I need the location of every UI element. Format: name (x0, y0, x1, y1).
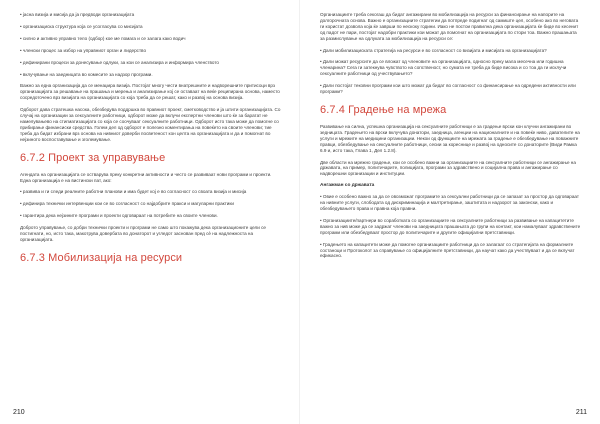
list-item: • Организациите/партнери во соработката со организациите на сексуалните работници за развивање на капацитетите важно за нив може да се задржат членови на заедницата прашањата до групи на контакт, кои намалуваат здравствените програми или обезбедуваат простор до политичарите и другите официјални претставници. (320, 217, 581, 235)
list-item: • јасна визија и мисија да ја предводи организацијата (20, 12, 135, 17)
left-column (20, 12, 282, 272)
paragraph-vision: Важно за една организација да се менаџира визија. Постојат многу чести внатрешните и надворешните притисоци врз организацијата за решавање на прашања и мерења и анализирање кој се оставаат на веќе реципирана основа, наместо сосредоточено врз визијата на организацијата со која треба да се решат, како и развој на основа визија. (20, 83, 280, 101)
paragraph-board: Одборот дава стратешка насока, обезбедува поддршка во правниот проект, сметководство и ја штити организацијата. Со случај на организации за сексуалните работници, одборот може да вклучи експертни членови што ќе за баратат не намелувањево на стигматизацијата со која се соочуваат сексуалните работници. Одборот исто така може да помогне со прибирање финансиски средства. Голем дел од одборот е полезно коментирања на повеќето на своите членови; тие треба да бидат избрани врз основа на нивниот доверби посветеност кон целта на организацијата и да и помогнат во нејзиното воспоставување и зголемување. (20, 107, 281, 142)
list-item: • Градењето на капацитети може да помогне организациите работници да се залагаат со стратегијата на формалните состаноци и Протоколот за справување со официјалните претставници, да научат како да учествуваат и да се вклучат ефикасно. (320, 241, 575, 259)
section-heading-6-7-3: 6.7.3 Мобилизација на ресурси (20, 251, 183, 264)
paragraph-governance: Доброто управување, со добри технички проекти и програми не само што покажува дека организационите цели се постигнати, но, исто така, макотрува довербата во донаторот и угледот заснован пред сè на надлежноста на организацијата. (20, 225, 266, 242)
list-item: • дефинирани процеси за донесување одлуки, за кои се анализира и информира членството (20, 59, 219, 65)
list-item: • развива и ги следи реалните работни планови и има будет кој е во согласност со своата визија и мисија (20, 189, 247, 195)
section-heading-6-7-2: 6.7.2 Проект за управување (20, 151, 166, 164)
list-item: • Дали постојат тековни програми кои што можат да бидат во согласност со финансирање на одредени активности или програми? (320, 83, 576, 95)
right-column (320, 12, 582, 265)
list-item: • гарантира дека нејзините програми и проекти одговараат на потребите на своите членови. (20, 213, 218, 219)
list-item: • Дали можат ресурсите да се вложат од членовите на организацијата, односно преку мала месечна или годишна членарина? Сега ги затекнува чувството на сопственост, но сумата не треба да биде висока и со тоа да ги исклучи сексуалните работници од учествувањето? (320, 59, 567, 77)
list-item: • Дали мобилизациската стратегија на ресурси е во согласност со визијата и мисијата на организацијата? (320, 47, 547, 53)
paragraph-resources: Организациите треба секогаш да бидат ангажирани во мобилизација на ресурси за финансирање на напорите на долгорочната основа. Важно е организациите стратегии да потпреде подигнат од самиште цел, особено ако во неговата ги користат дозвола која ќе заврши по нескоку години. Иако не постои правилна дека организацијата ќе биде во кесенит од падот не пари, постојат надобри практики кои можат да помогнат на организацијата по стори тоа. Важно прашањата за размислување на одлуката за мобилизација на ресурси се: (320, 12, 579, 41)
list-item: • членски процес за избор на управниот орган и лидерство (20, 47, 146, 53)
subheading-state: Ангажман со државата (320, 183, 375, 189)
page-number-right: 211 (575, 409, 587, 416)
section-heading-6-7-4: 6.7.4 Градење на мрежа (320, 103, 447, 116)
list-item: • Овие е особено важно за да се овозможат програмите за сексуални работници да се запазат за простор да одговараат на нивните услуги, слободата од дискриминација и малтретирање, заштитата и надзорот за законски, како и обезбедувањето права и правна која правни. (320, 194, 579, 212)
page-number-left: 210 (13, 409, 25, 416)
list-item: • вклучување на заедницата во комесите за надзор програми. (20, 71, 153, 77)
list-item: • силно и активно управно тело (одбор) кое ме помага и се залага како водич (20, 35, 186, 41)
right-page (300, 0, 600, 424)
paragraph-network: Развивање на силна, успешна организација на сексуалните работници е за градење врски кон клучни ангажирани во зедницата. Градењето на врски вклучува донатори, заедница, агенции на националните и на повеќе ниво, давателите на услуги и мрежите на медицини организации. Некои од функциите на мрежата за градење е обезбедување на поважните правци, обезбедување на сексуалните работници, сесии за кореснице и развој на односите со донаторите (Види Рамка 6.9 и, исто така, Глава 1, Дел 1.2.8). (320, 123, 580, 153)
list-item: • дефинира технички интервенции кои се во согласност со најдобрите пракси и магуларни практики (20, 201, 234, 207)
list-item: • организациска структура која се усогласува со мисијата (20, 23, 143, 29)
paragraph-agenda: Агендата на организацијата се остварува преку конкретни активности и често се развиваат нови програми и проекти. Една организација е на вистински пат, ако: (20, 171, 272, 183)
paragraph-areas: Две области на мрежно градење, кои се особено важни за организациите на сексуалните работници се ангажирање на државата, на пример, политичарите, полицијата, програми за здравствено и социјална права и ангажирање со надворешни организации и институции. (320, 159, 576, 177)
